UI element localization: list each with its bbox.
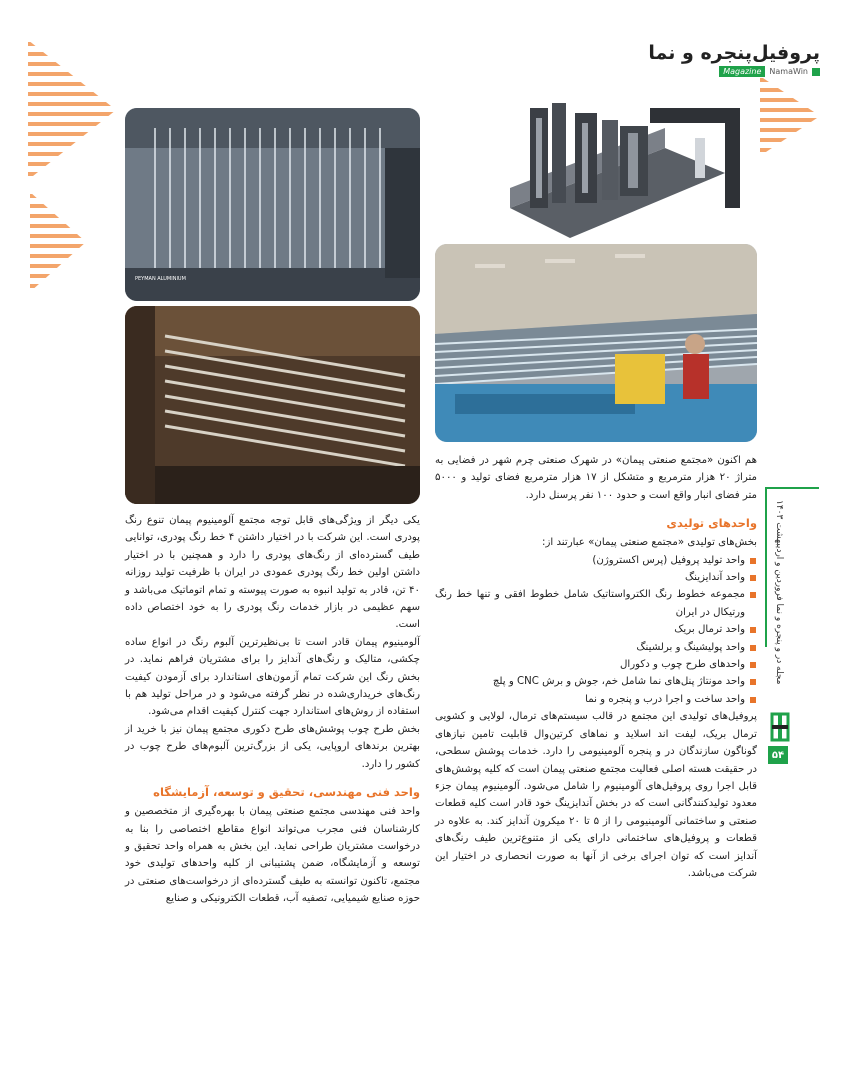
side-accent-line [765,487,767,647]
magazine-logo [640,42,820,92]
list-item: مجموعه خطوط رنگ الکترواستاتیک شامل خطوط افقی و تنها خط رنگ ورتیکال در ایران [435,586,757,621]
paragraph-engineering: واحد فنی مهندسی مجتمع صنعتی پیمان با بهره‌گیری از متخصصین و کارشناسان فنی مجرب می‌تواند انواع مقاطع اختصاصی را بنا به درخواست مشتریان طراحی نماید. این بخش به همراه واحد تحقیق و توسعه و آزمایشگاه، ضمن پشتیبانی از کلیه واحدهای تولیدی خود مجتمع، تاکنون توانسته به طیف گسترده‌ای از درخواست‌های صنعتی در حوزه صنایع شیمیایی، تصفیه آب، قطعات الکترونیکی و صنایع [125,806,420,905]
page-number: ۵۴ [768,746,788,764]
window-frame-icon [770,712,790,746]
photo-watermark: PEYMAN ALUMINIUM [135,276,186,282]
logo-brand-label: NamaWin [769,67,808,76]
list-item: واحد مونتاژ پنل‌های نما شامل خم، جوش و برش CNC و پلچ [435,673,757,690]
logo-title: پروفیل‌پنجره و نما [648,42,820,64]
paragraph-color-album: آلومینیوم پیمان قادر است تا بی‌نظیرترین آلبوم رنگ در انواع ساده چکشی، متالیک و رنگ‌های آندایز را برای مشتریان فراهم نماید. در بخش رنگ این شرکت تمام آزمون‌های استاندارد برای آزمودن کیفیت رنگ‌های خریداری‌شده در نظر گرفته می‌شود و در مراحل تولید هم با استفاده از روش‌های استاندارد جهت کنترل کیفیت اقدام می‌شود. [125,636,420,718]
paragraph-powder-coating: یکی دیگر از ویژگی‌های قابل توجه مجتمع آلومینیوم پیمان تنوع رنگ پودری است. این شرکت با در اختیار داشتن ۴ خط رنگ پودری، توانایی طیف گسترده‌ای از رنگ‌های پودری را دارد و همچنین با در اختیار داشتن اولین خط رنگ پودری عمودی در ایران با ظرفیت تولید روزانه ۴۰ تن، قادر به تولید انبوه به صورت پیوسته و تمام اتوماتیک می‌باشد و سهم عظیمی در بازار خدمات رنگ پودری را به خود اختصاص داده است. [125,515,421,631]
production-units-list [435,552,757,709]
horizontal-coating-line-photo [125,306,420,504]
logo-square-icon [812,68,820,76]
list-item: واحد ساخت و اجرا درب و پنجره و نما [435,691,757,708]
list-item: واحدهای طرح چوب و دکورال [435,656,757,673]
aluminium-profiles-image [500,98,765,238]
production-units-heading: واحدهای تولیدی [666,516,757,531]
side-accent-cap [765,487,819,489]
logo-magazine-label: Magazine [719,66,765,77]
engineering-heading: واحد فنی مهندسی، تحقیق و توسعه، آزمایشگاه [153,785,420,800]
stripe-triangle-top-left [28,40,116,180]
list-item: واحد تولید پروفیل (پرس اکستروژن) [435,552,757,569]
paragraph-wood-design: بخش طرح چوب پوشش‌های طرح دکوری مجتمع پیمان نیز با خرید از بهترین برندهای اروپایی، یکی از بزرگ‌ترین آلبوم‌های طرح چوب در کشور را دارد. [125,723,420,770]
vertical-coating-line-photo [125,108,420,301]
issue-label: مجله در و پنجره و نما فروردین و اردیبهشت ۱۴۰۳ [774,500,784,685]
list-item: واحد ترمال بریک [435,621,757,638]
intro-paragraph: هم اکنون «مجتمع صنعتی پیمان» در شهرک صنعتی چرم شهر در فضایی به متراژ ۲۰ هزار مترمربع و متشکل از ۱۷ هزار مترمربع فضای تولید و ۵۰۰۰ متر فضای انبار واقع است و حدود ۱۰۰ نفر پرسنل دارد. [435,455,757,501]
list-intro: بخش‌های تولیدی «مجتمع صنعتی پیمان» عبارتند از: [542,537,757,549]
list-item: واحد پولیشینگ و برلشینگ [435,639,757,656]
stripe-triangle-mid-left [30,192,86,292]
list-item: واحد آندایزینگ [435,569,757,586]
right-column-text [435,452,757,882]
left-column-text [125,512,420,908]
body-paragraph: پروفیل‌های تولیدی این مجتمع در قالب سیستم‌های ترمال، لولایی و کشویی ترمال بریک، لیفت اند اسلاید و نماهای کرتین‌وال قابلیت تامین نیازهای گوناگون سازندگان در و پنجره آلومینیومی را دارد. خدمات پوشش سطحی، در حقیقت هسته اصلی فعالیت مجتمع صنعتی پیمان است که کلیه پوشش‌های قابل اجرا روی پروفیل‌های آلومینیوم را شامل می‌شود. آلومینیوم پیمان جزء معدود تولیدکنندگانی است که در بخش آندایزینگ خود قادر است کلیه قطعات صنعتی و ساختمانی آلومینیومی را از ۵ تا ۲۰ میکرون آندایز کند. به علاوه در قطعات و پروفیل‌های ساختمانی دارای یکی از متنوع‌ترین طیف رنگ‌های آندایز است که توان اجرای برخی از آنها به صورت انحصاری در اختیار این شرکت می‌باشد. [435,711,757,879]
factory-line-photo [435,244,757,442]
